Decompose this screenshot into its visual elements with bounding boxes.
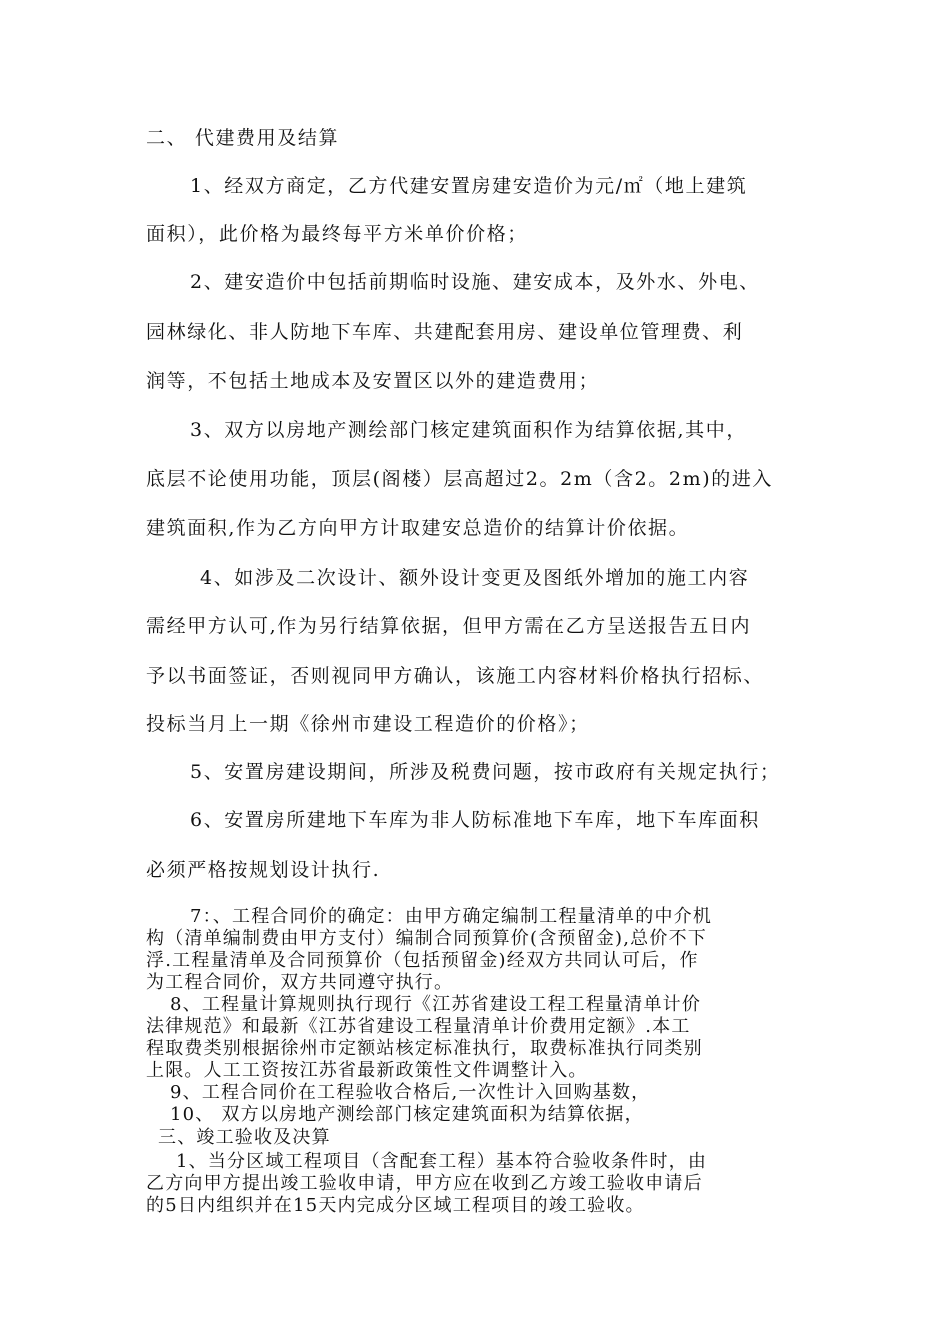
- item-6-line-2: 必须严格按规划设计执行.: [146, 859, 381, 881]
- item-2-line-3: 润等，不包括土地成本及安置区以外的建造费用；: [146, 370, 600, 392]
- item-8-line-1: 8、工程量计算规则执行现行《江苏省建设工程工程量清单计价: [170, 994, 702, 1015]
- item-9-line-1: 9、工程合同价在工程验收合格后,一次性计入回购基数，: [170, 1082, 651, 1103]
- s3-item-1-line-3: 的5日内组织并在15天内完成分区域工程项目的竣工验收。: [146, 1195, 645, 1216]
- item-7-line-4: 为工程合同价，双方共同遵守执行。: [146, 972, 454, 993]
- item-3-line-1: 3、双方以房地产测绘部门核定建筑面积作为结算依据,其中，: [190, 419, 747, 441]
- section-2-heading: 二、 代建费用及结算: [146, 127, 340, 149]
- item-8-line-4: 上限。人工工资按江苏省最新政策性文件调整计入。: [146, 1060, 588, 1081]
- item-7-line-2: 构（清单编制费由甲方支付）编制合同预算价(含预留金),总价不下: [146, 928, 707, 949]
- section-3-heading: 三、竣工验收及决算: [158, 1127, 331, 1148]
- item-3-line-2: 底层不论使用功能，顶层(阁楼）层高超过2。2m（含2。2m)的进入: [146, 468, 774, 490]
- item-6-line-1: 6、安置房所建地下车库为非人防标准地下车库，地下车库面积: [190, 809, 760, 831]
- s3-item-1-line-2: 乙方向甲方提出竣工验收申请，甲方应在收到乙方竣工验收申请后: [146, 1173, 703, 1194]
- item-1-line-2: 面积），此价格为最终每平方米单价价格；: [146, 223, 528, 245]
- item-4-line-1: 4、如涉及二次设计、额外设计变更及图纸外增加的施工内容: [200, 567, 750, 589]
- item-4-line-4: 投标当月上一期《徐州市建设工程造价的价格》；: [146, 713, 590, 735]
- s3-item-1-line-1: 1、当分区域工程项目（含配套工程）基本符合验收条件时，由: [176, 1151, 708, 1172]
- item-7-line-3: 浮.工程量清单及合同预算价（包括预留金)经双方共同认可后，作: [146, 950, 699, 971]
- item-8-line-2: 法律规范》和最新《江苏省建设工程量清单计价费用定额》.本工: [146, 1016, 691, 1037]
- item-7-line-1: 7：、工程合同价的确定：由甲方确定编制工程量清单的中介机: [190, 906, 713, 927]
- item-1-line-1: 1、经双方商定，乙方代建安置房建安造价为元/㎡（地上建筑: [190, 175, 748, 197]
- item-10-line-1: 10、 双方以房地产测绘部门核定建筑面积为结算依据，: [170, 1104, 644, 1125]
- item-4-line-2: 需经甲方认可,作为另行结算依据，但甲方需在乙方呈送报告五日内: [146, 615, 752, 637]
- item-4-line-3: 予以书面签证，否则视同甲方确认，该施工内容材料价格执行招标、: [146, 665, 765, 687]
- item-2-line-2: 园林绿化、非人防地下车库、共建配套用房、建设单位管理费、利: [146, 321, 744, 343]
- item-5-line-1: 5、安置房建设期间，所涉及税费问题，按市政府有关规定执行；: [190, 761, 781, 783]
- item-8-line-3: 程取费类别根据徐州市定额站核定标准执行，取费标准执行同类别: [146, 1038, 703, 1059]
- item-2-line-1: 2、建安造价中包括前期临时设施、建安成本，及外水、外电、: [190, 271, 760, 293]
- item-3-line-3: 建筑面积,作为乙方向甲方计取建安总造价的结算计价依据。: [146, 517, 690, 539]
